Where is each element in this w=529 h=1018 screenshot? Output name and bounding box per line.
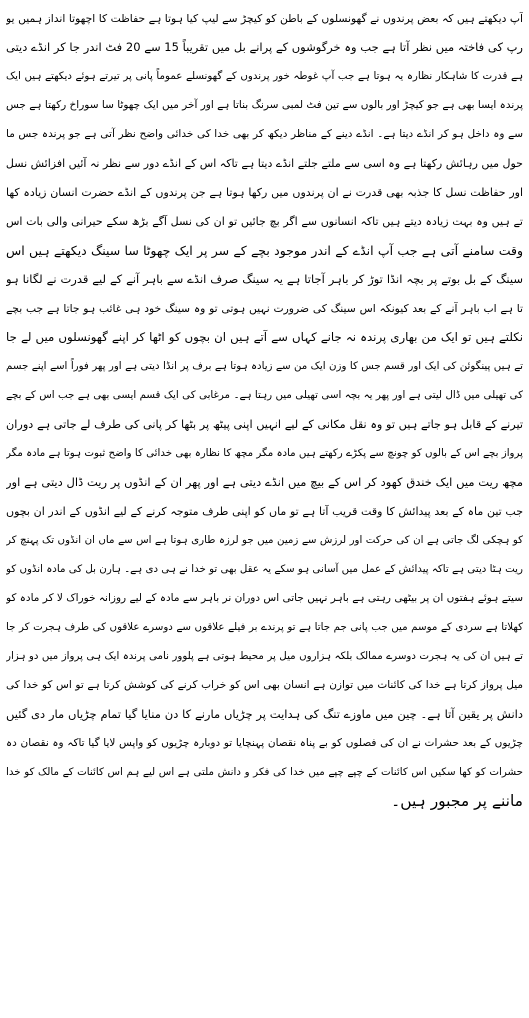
text-line: پرواز بچے اس کے بالوں کو چونچ سے پکڑے رکھتے ہیں مادہ مگر مچھ کا نظارہ بھی خدائی کا واضح ثبوت ہوتا ہے مادہ مگر xyxy=(6,447,523,459)
text-line: وقت سامنے آتی ہے جب آپ انڈے کے اندر موجود بچے کے سر پر ایک چھوٹا سا سینگ دیکھتے ہیں اس xyxy=(6,243,523,258)
text-line: تے ہیں پینگوئن کی ایک اور قسم جس کا وزن ایک من سے زیادہ ہوتا ہے برف پر انڈا دیتی ہے اور پھر فوراً اسے اپنے جسم xyxy=(6,360,523,372)
text-line: سیتے ہوئے ہفتوں ان پر بیٹھی رہتی ہے باہر نہیں جاتی اس دوران نر باہر سے مادہ کے لیے روزانہ خوراک لا کر مادہ کو xyxy=(6,592,523,604)
text-line: دانش پر یقین آتا ہے۔ چین میں ماوزے تنگ کی ہدایت پر چڑیاں مارنے کا دن منایا گیا تمام چڑیاں مار دی گئیں xyxy=(6,707,523,721)
text-line: تیرنے کے قابل ہو جاتے ہیں تو وہ نقل مکانی کے لیے انہیں اپنی پیٹھ پر بٹھا کر پانی کی طرف لے جاتی ہے دوران xyxy=(6,418,523,431)
text-line: اور حفاظت نسل کا جذبہ بھی قدرت نے ان پرندوں میں رکھا ہوتا ہے جن پرندوں کے انڈے حضرت انسان زیادہ کھا xyxy=(6,186,523,199)
urdu-article-body xyxy=(6,4,523,816)
text-line: تا ہے اب باہر آنے کے بعد کیونکہ اس سینگ کی ضرورت نہیں ہوتی تو وہ سینگ خود ہی غائب ہو جاتا ہے جب بچے xyxy=(6,302,523,315)
text-line: کو ہچکی لگ جاتی ہے ان کی حرکت اور لرزش سے زمین میں جو لرزہ طاری ہوتا ہے اس سے ماں ان انڈوں تک پہنچ کر xyxy=(6,534,523,546)
text-line: رپ کی فاختہ میں نظر آتا ہے جب وہ خرگوشوں کے پرانے بل میں تقریباً 15 سے 20 فٹ اندر جا کر انڈے دیتی xyxy=(6,40,523,54)
text-line: حشرات کو کھا سکیں اس کائنات کے چپے چپے میں خدا کی فکر و دانش ملتی ہے اس لیے ہم اس کائنات کے مالک کو خدا xyxy=(6,766,523,778)
text-line: سے وہ داخل ہو کر انڈے دیتا ہے۔ انڈے دینے کے مناظر دیکھ کر بھی خدا کی خدائی واضح نظر آتی ہے جو پرندہ جس ما xyxy=(6,128,523,140)
text-line: چڑیوں کے بعد حشرات نے ان کی فصلوں کو بے پناہ نقصان پہنچایا تو دوبارہ چڑیوں کو واپس لایا گیا تاکہ وہ نقصان دہ xyxy=(6,737,523,749)
text-line: کھلاتا ہے سردی کے موسم میں جب پانی جم جاتا ہے تو پرندے بر فیلے علاقوں سے دوسرے علاقوں کی طرف ہجرت کر جا xyxy=(6,621,523,633)
text-line: تے ہیں وہ بہت زیادہ دیتے ہیں تاکہ انسانوں سے اگر بچ جائیں تو ان کی نسل آگے بڑھ سکے حیرانی والی بات اس xyxy=(6,215,523,228)
text-line: جب تین ماہ کے بعد پیدائش کا وقت قریب آتا ہے تو ماں کو اپنی طرف متوجہ کرنے کے لیے انڈوں کے اندر ان بچوں xyxy=(6,505,523,518)
text-line: کی تھیلی میں ڈال لیتی ہے اور پھر یہ بچہ اسی تھیلی میں رہتا ہے۔ مرغابی کی ایک قسم ایسی بھی ہے جب اس کے بچے xyxy=(6,389,523,401)
text-line: سینگ کے بل بوتے پر بچہ انڈا توڑ کر باہر آجاتا ہے یہ سینگ صرف انڈے سے باہر آنے کے لیے قدرت نے لگانا ہو xyxy=(6,272,523,286)
text-line: حول میں رہائش رکھتا ہے وہ اسی سے ملتے جلتے انڈے دیتا ہے تاکہ اس کے انڈے دور سے نظر نہ آئیں افزائش نسل xyxy=(6,157,523,170)
text-line: میل پرواز کرتا ہے خدا کی کائنات میں توازن ہے انسان بھی اس کو خراب کرنے کی کوشش کرتا ہے تو اس کو خدا کی xyxy=(6,679,523,691)
text-line: ریت ہٹا دیتی ہے تاکہ پیدائش کے عمل میں آسانی ہو سکے یہ عقل بھی تو خدا نے ہی دی ہے۔ ہارن بل کی مادہ انڈوں کو xyxy=(6,563,523,575)
text-line: مچھ ریت میں ایک خندق کھود کر اس کے بیچ میں انڈے دیتی ہے اور پھر ان کے انڈوں پر ریت ڈال دیتی ہے اور xyxy=(6,475,523,489)
text-line: نکلتے ہیں تو ایک من بھاری پرندہ نہ جانے کہاں سے آتے ہیں ان بچوں کو اٹھا کر اپنے گھونسلوں میں لے جا xyxy=(6,330,523,344)
text-line-final: ماننے پر مجبور ہیں۔ xyxy=(391,792,523,810)
text-line: پرندہ ایسا بھی ہے جو کیچڑ اور بالوں سے تین فٹ لمبی سرنگ بناتا ہے اور آخر میں ایک چھوٹا سا سوراخ رکھتا ہے جس xyxy=(6,99,523,111)
text-line: تے ہیں ان کی یہ ہجرت دوسرے ممالک بلکہ ہزاروں میل پر محیط ہوتی ہے پلوور نامی پرندہ ایک ہی پرواز میں دو ہزار xyxy=(6,650,523,662)
text-line: ہے قدرت کا شاہکار نظارہ یہ ہوتا ہے جب آپ غوطہ خور پرندوں کے گھونسلے عموماً پانی پر تیرتے ہوئے دیکھتے ہیں ایک xyxy=(6,70,523,82)
text-line: آپ دیکھتے ہیں کہ بعض پرندوں نے گھونسلوں کے باطن کو کیچڑ سے لیپ کیا ہوتا ہے حفاظت کا اچھوتا انداز ہمیں یو xyxy=(6,12,523,25)
